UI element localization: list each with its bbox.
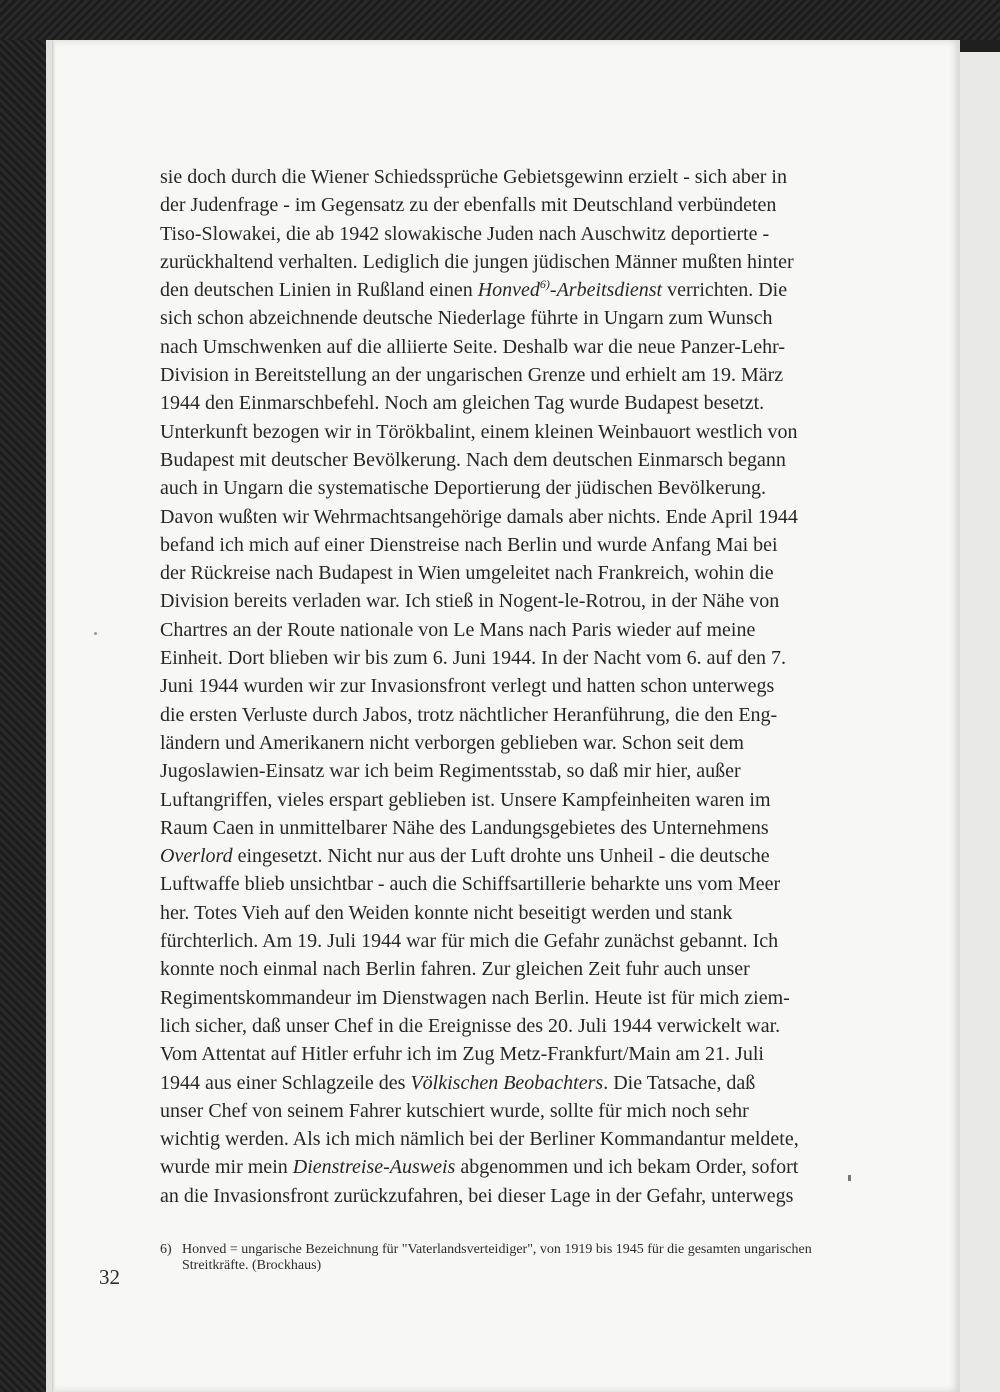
text-line: Raum Caen in unmittelbarer Nähe des Landungsgebietes des Unternehmens: [160, 816, 769, 839]
text-line: sich schon abzeichnende deutsche Niederlage führte in Ungarn zum Wunsch: [160, 307, 773, 330]
italic-term: -Arbeitsdienst: [549, 279, 663, 302]
margin-speck: [848, 1175, 851, 1181]
footnote: [160, 1242, 850, 1274]
text-line: der Judenfrage - im Gegensatz zu der ebenfalls mit Deutschland verbündeten: [160, 194, 777, 217]
footnote-number: 6): [160, 1242, 172, 1257]
text-line: befand ich mich auf einer Dienstreise nach Berlin und wurde Anfang Mai bei: [160, 533, 778, 556]
footnote-text: Honved = ungarische Bezeichnung für "Vaterlandsverteidiger", von 1919 bis 1945 für die gesamten ungarischen Streitkräfte. (Brockhaus): [182, 1242, 812, 1273]
text-line: den deutschen Linien in Rußland einen Honved$^{6)}$-Arbeitsdienst verrichten. Die: [160, 277, 788, 302]
text-line: her. Totes Vieh auf den Weiden konnte nicht beseitigt werden und stank: [160, 901, 733, 924]
text-line: Regimentskommandeur im Dienstwagen nach Berlin. Heute ist für mich ziem-: [160, 986, 790, 1009]
text-line: wichtig werden. Als ich mich nämlich bei der Berliner Kommandantur meldete,: [160, 1128, 799, 1151]
text-line: Einheit. Dort blieben wir bis zum 6. Juni 1944. In der Nacht vom 6. auf den 7.: [160, 647, 786, 670]
text-line: konnte noch einmal nach Berlin fahren. Zur gleichen Zeit fuhr auch unser: [160, 958, 750, 981]
text-line: Jugoslawien-Einsatz war ich beim Regimentsstab, so daß mir hier, außer: [160, 760, 741, 783]
text-line: ländern und Amerikanern nicht verborgen geblieben war. Schon seit dem: [160, 731, 744, 754]
italic-term: Dienstreise-Ausweis: [292, 1156, 456, 1179]
text-line: Vom Attentat auf Hitler erfuhr ich im Zug Metz-Frankfurt/Main am 21. Juli: [160, 1043, 764, 1066]
text-line: Tiso-Slowakei, die ab 1942 slowakische Juden nach Auschwitz deportierte -: [160, 222, 770, 245]
text-line: fürchterlich. Am 19. Juli 1944 war für mich die Gefahr zunächst gebannt. Ich: [160, 930, 779, 953]
text-line: lich sicher, daß unser Chef in die Ereignisse des 20. Juli 1944 verwickelt war.: [160, 1014, 781, 1037]
text-line: Luftangriffen, vieles erspart geblieben ist. Unsere Kampfeinheiten waren im: [160, 788, 771, 811]
text-line: Juni 1944 wurden wir zur Invasionsfront verlegt und hatten schon unterwegs: [160, 675, 775, 698]
text-line: 1944 aus einer Schlagzeile des Völkischen Beobachters. Die Tatsache, daß: [160, 1071, 756, 1094]
text-line: die ersten Verluste durch Jabos, trotz nächtlicher Heranführung, die den Eng-: [160, 703, 778, 726]
adjacent-page-edge: [958, 52, 1000, 1392]
italic-term: Honved: [477, 279, 540, 302]
background-top: [0, 0, 1000, 40]
text-line: wurde mir mein Dienstreise-Ausweis abgenommen und ich bekam Order, sofort: [160, 1156, 799, 1179]
text-line: Unterkunft bezogen wir in Törökbalint, einem kleinen Weinbauort westlich von: [160, 420, 798, 443]
italic-term: Völkischen Beobachters: [410, 1071, 604, 1094]
page-number: 32: [99, 1265, 120, 1289]
text-line: an die Invasionsfront zurückzufahren, bei dieser Lage in der Gefahr, unterwegs: [160, 1184, 794, 1207]
text-line: nach Umschwenken auf die alliierte Seite. Deshalb war die neue Panzer-Lehr-: [160, 335, 786, 358]
text-line: 1944 den Einmarschbefehl. Noch am gleichen Tag wurde Budapest besetzt.: [160, 392, 765, 415]
footnote-ref: 6): [539, 277, 550, 292]
text-line: Luftwaffe blieb unsichtbar - auch die Schiffsartillerie beharkte uns vom Meer: [160, 873, 781, 896]
text-line: Division bereits verladen war. Ich stieß in Nogent-le-Rotrou, in der Nähe von: [160, 590, 780, 613]
text-line: Chartres an der Route nationale von Le Mans nach Paris wieder auf meine: [160, 618, 756, 641]
italic-term: Overlord: [160, 845, 233, 868]
text-line: sie doch durch die Wiener Schiedssprüche Gebietsgewinn erzielt - sich aber in: [160, 166, 787, 188]
text-line: Budapest mit deutscher Bevölkerung. Nach dem deutschen Einmarsch begann: [160, 448, 786, 471]
text-line: der Rückreise nach Budapest in Wien umgeleitet nach Frankreich, wohin die: [160, 562, 774, 585]
margin-speck: [94, 632, 97, 635]
text-line: unser Chef von seinem Fahrer kutschiert wurde, sollte für mich noch sehr: [160, 1099, 749, 1122]
text-line: Division in Bereitstellung an der ungarischen Grenze und erhielt am 19. März: [160, 364, 784, 387]
text-line: Davon wußten wir Wehrmachtsangehörige damals aber nichts. Ende April 1944: [160, 505, 798, 528]
page-gutter: [52, 40, 55, 1392]
text-line: Overlord eingesetzt. Nicht nur aus der Luft drohte uns Unheil - die deutsche: [160, 845, 770, 868]
text-line: auch in Ungarn die systematische Deportierung der jüdischen Bevölkerung.: [160, 477, 766, 500]
background-left: [0, 0, 48, 1392]
body-text: [160, 163, 842, 1210]
text-line: zurückhaltend verhalten. Lediglich die jungen jüdischen Männer mußten hinter: [160, 250, 794, 273]
